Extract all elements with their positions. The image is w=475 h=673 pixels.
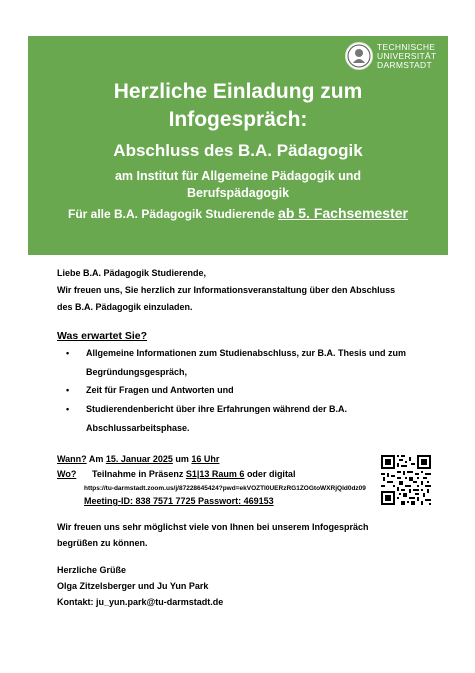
closing-line-2: begrüßen zu können. xyxy=(57,538,148,548)
logo-line-3: DARMSTADT xyxy=(377,59,432,70)
subtitle: Abschluss des B.A. Pädagogik xyxy=(113,141,363,160)
signature-names: Olga Zitzelsberger und Ju Yun Park xyxy=(57,581,209,591)
where-post: oder digital xyxy=(244,469,296,479)
title-line-2: Infogespräch: xyxy=(168,108,308,131)
bullet-dot-icon: • xyxy=(66,348,70,358)
regards: Herzliche Grüße xyxy=(57,565,127,575)
where-label xyxy=(57,469,76,479)
bullet-dot-icon: • xyxy=(66,385,70,395)
audience-line xyxy=(28,205,448,221)
when-pre: Am xyxy=(86,454,106,464)
institute-line-1: am Institut für Allgemeine Pädagogik und xyxy=(114,169,362,183)
audience-highlight: ab 5. Fachsemester xyxy=(278,205,408,221)
where-line xyxy=(92,469,295,479)
intro-line-2: des B.A. Pädagogik einzuladen. xyxy=(57,302,193,312)
meeting-id: Meeting-ID: 838 7571 7725 Passwort: 469153 xyxy=(84,496,274,506)
tu-darmstadt-seal-icon xyxy=(345,42,373,70)
bullet-dot-icon: • xyxy=(66,404,70,414)
contact[interactable]: Kontakt: ju_yun.park@tu-darmstadt.de xyxy=(57,597,224,607)
when-mid: um xyxy=(172,454,192,464)
when-label: Wann? xyxy=(57,454,87,464)
logo-text xyxy=(377,43,437,70)
title-line-1: Herzliche Einladung zum xyxy=(113,80,363,103)
logo-line-1: TECHNISCHE xyxy=(377,41,436,52)
when-time: 16 Uhr xyxy=(191,454,220,464)
expect-heading: Was erwartet Sie? xyxy=(57,330,148,342)
zoom-link[interactable]: https://tu-darmstadt.zoom.us/j/87228645424?pwd=ekVOZTI0UERzRG1ZOGtoWXRjQld0dz09 xyxy=(84,485,366,492)
when-line xyxy=(57,454,219,464)
when-date: 15. Januar 2025 xyxy=(105,454,173,464)
audience-text: Für alle B.A. Pädagogik Studierende xyxy=(67,207,279,221)
bullet-2: Zeit für Fragen und Antworten und xyxy=(86,385,234,395)
where-pre: Teilnahme in Präsenz xyxy=(92,469,186,479)
where-label-text: Wo? xyxy=(57,469,77,479)
qr-code-icon xyxy=(381,455,431,505)
bullet-3-line-1: Studierendenbericht über ihre Erfahrungen während der B.A. xyxy=(86,404,348,414)
bullet-3-line-2: Abschlussarbeitsphase. xyxy=(86,423,190,433)
intro-line-1: Wir freuen uns, Sie herzlich zur Informationsveranstaltung über den Abschluss xyxy=(57,285,396,295)
greeting: Liebe B.A. Pädagogik Studierende, xyxy=(57,268,207,278)
closing-line-1: Wir freuen uns sehr möglichst viele von Ihnen bei unserem Infogespräch xyxy=(57,522,369,532)
university-logo xyxy=(345,42,437,70)
logo-line-2: UNIVERSITÄT xyxy=(377,50,437,61)
where-room: S1|13 Raum 6 xyxy=(185,469,245,479)
bullet-1-line-2: Begründungsgespräch, xyxy=(86,367,188,377)
institute-line-2: Berufspädagogik xyxy=(186,186,290,200)
bullet-1-line-1: Allgemeine Informationen zum Studienabschluss, zur B.A. Thesis und zum xyxy=(86,348,407,358)
